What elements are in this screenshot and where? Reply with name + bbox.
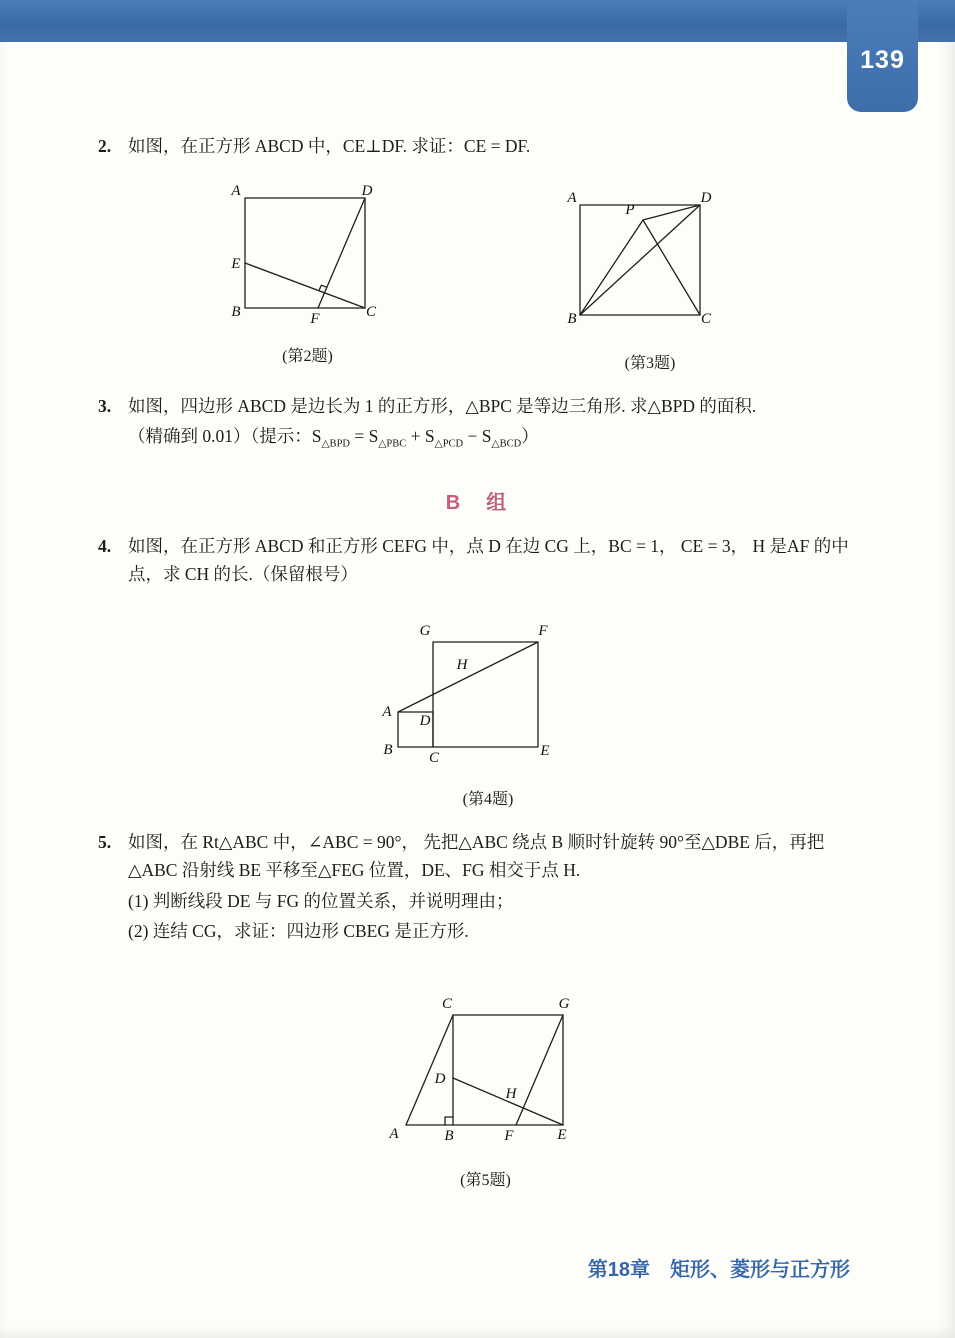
figure-3: [560, 190, 740, 373]
segment-fg: [516, 1015, 563, 1125]
vertex-label-f: F: [538, 623, 548, 639]
segment-pc: [643, 220, 700, 315]
page-number-tab: [847, 0, 918, 112]
chapter-footer: [588, 1253, 850, 1282]
vertex-label-c: C: [441, 996, 453, 1012]
problem-5-text: 如图，在 Rt△ABC 中，∠ABC = 90°， 先把△ABC 绕点 B 顺时针旋转 90°至△DBE 后，再把△ABC 沿射线 BE 平移至△FEG 位置，DE、FG 相交于点 H.: [128, 832, 825, 881]
right-angle-mark: [445, 1117, 453, 1125]
figure-4-drawing: [378, 622, 598, 774]
hint-sub-2: △PBC: [378, 438, 407, 450]
vertex-label-e: E: [231, 256, 241, 272]
segment-df: [318, 198, 365, 308]
figure-5: [378, 995, 593, 1190]
segment-ec: [245, 263, 365, 308]
problem-5: [98, 828, 866, 945]
vertex-label-e: E: [540, 743, 550, 759]
vertex-label-f: F: [504, 1128, 514, 1144]
hint-text-5: ）: [521, 426, 539, 447]
problem-2-text: 如图，在正方形 ABCD 中，CE⊥DF. 求证：CE = DF.: [128, 136, 531, 156]
vertex-label-h: H: [505, 1086, 517, 1102]
vertex-label-d: D: [419, 713, 431, 729]
vertex-label-b: B: [444, 1128, 454, 1144]
figure-2: [215, 183, 400, 366]
problem-3-hint: [128, 422, 870, 453]
hint-text-4: − S: [463, 426, 492, 447]
vertex-label-d: D: [361, 183, 373, 199]
figure-5-caption: (第5题): [460, 1172, 511, 1189]
vertex-label-c: C: [428, 750, 440, 766]
problem-3-number: 3.: [98, 396, 112, 416]
vertex-label-d: D: [434, 1071, 446, 1087]
hint-text-1: （精确到 0.01）（提示：S: [128, 426, 322, 447]
vertex-label-c: C: [700, 311, 712, 327]
vertex-label-f: F: [310, 311, 320, 327]
segment-bp: [580, 220, 643, 315]
page-number: 139: [860, 46, 905, 74]
hint-text-2: = S: [350, 426, 379, 447]
figure-2-caption: (第2题): [282, 348, 333, 365]
header-band: [0, 0, 955, 42]
problem-4-number: 4.: [98, 536, 112, 556]
vertex-label-h: H: [456, 657, 468, 673]
figure-5-drawing: [378, 995, 593, 1155]
vertex-label-b: B: [231, 304, 241, 320]
square-abcd-outline: [245, 198, 365, 308]
hint-sub-1: △BPD: [321, 438, 350, 450]
segment-bd: [580, 205, 700, 315]
problem-3-text: 如图，四边形 ABCD 是边长为 1 的正方形，△BPC 是等边三角形. 求△BPD 的面积.: [128, 396, 757, 416]
problem-5-item-2: (2) 连结 CG，求证：四边形 CBEG 是正方形.: [128, 921, 469, 942]
vertex-label-a: A: [567, 190, 577, 206]
vertex-label-p: P: [625, 202, 635, 218]
figure-2-drawing: [215, 183, 400, 331]
problem-5-body: [128, 828, 866, 945]
figure-4-caption: (第4题): [462, 791, 514, 808]
vertex-label-d: D: [700, 190, 712, 206]
hint-text-3: + S: [406, 426, 435, 447]
problem-3-body: [128, 392, 870, 453]
problem-4-text: 如图，在正方形 ABCD 和正方形 CEFG 中，点 D 在边 CG 上，BC = 1， CE = 3， H 是AF 的中点，求 CH 的长.（保留根号）: [128, 536, 849, 585]
figure-4: [378, 622, 598, 809]
vertex-label-a: A: [389, 1126, 399, 1142]
vertex-label-e: E: [557, 1127, 567, 1143]
problem-4: [98, 532, 858, 589]
section-b-heading: B 组: [445, 492, 510, 514]
vertex-label-b: B: [567, 311, 577, 327]
problem-2-number: 2.: [98, 136, 112, 156]
figure-3-caption: (第3题): [624, 355, 676, 372]
chapter-number: 第18章: [587, 1259, 650, 1281]
vertex-label-b: B: [383, 742, 393, 758]
figure-3-drawing: [560, 190, 740, 338]
problem-5-item-1: (1) 判断线段 DE 与 FG 的位置关系，并说明理由；: [128, 890, 514, 911]
chapter-title: 矩形、菱形与正方形: [670, 1259, 850, 1281]
vertex-label-a: A: [231, 183, 241, 199]
vertex-label-a: A: [382, 704, 392, 720]
vertex-label-g: G: [419, 623, 431, 639]
hint-sub-4: △BCD: [491, 438, 522, 450]
problem-5-number: 5.: [98, 832, 112, 852]
hint-sub-3: △PCD: [434, 438, 464, 450]
vertex-label-g: G: [558, 996, 570, 1012]
square-cefg-outline: [433, 642, 538, 747]
segment-af: [398, 642, 538, 712]
segment-ac: [406, 1015, 453, 1125]
problem-3: [98, 392, 870, 453]
vertex-label-c: C: [365, 304, 377, 320]
problem-2: [98, 132, 870, 160]
